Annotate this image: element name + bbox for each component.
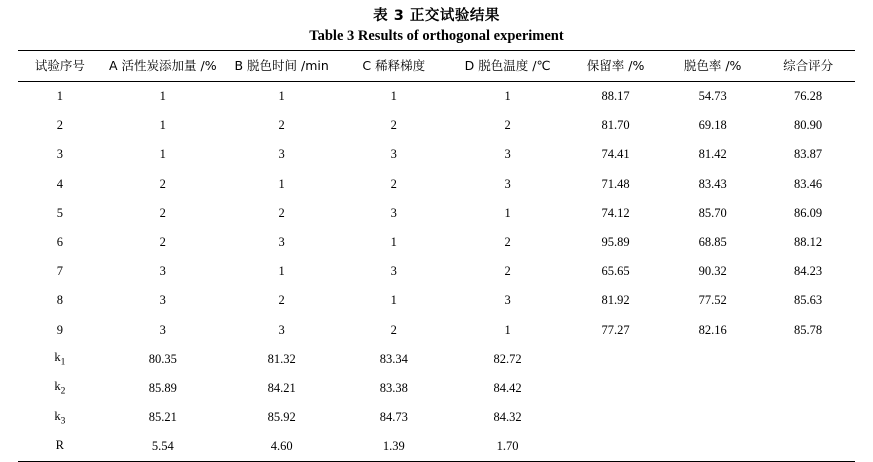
column-header-retention-rate: 保留率 /% [567,51,664,82]
column-header-overall-score: 综合评分 [761,51,855,82]
cell-overall-score: 83.46 [794,176,823,191]
cell-factor-d: 1 [504,89,511,104]
summary-value-b: 81.32 [267,351,296,366]
cell-decolorization-rate: 85.70 [698,205,727,220]
summary-value-c: 1.39 [339,432,448,462]
cell-retention-rate: 81.92 [601,293,630,308]
cell-factor-b: 3 [278,235,285,250]
cell-factor-a: 3 [159,264,166,279]
table-body [18,82,855,462]
cell-factor-c: 1 [390,89,397,104]
cell-retention-rate: 88.17 [601,89,630,104]
table-row [18,228,855,257]
summary-value-b: 4.60 [224,432,340,462]
cell-factor-c: 1 [390,293,397,308]
cell-retention-rate: 95.89 [601,235,630,250]
cell-factor-b: 3 [278,147,285,162]
cell-factor-d: 3 [504,293,511,308]
table-row [18,111,855,140]
summary-empty [567,374,664,403]
cell-factor-a: 3 [159,293,166,308]
summary-value-c: 83.38 [379,380,408,395]
summary-value-c: 83.34 [379,351,408,366]
cell-factor-c: 3 [390,264,397,279]
cell-overall-score: 86.09 [794,205,823,220]
cell-factor-d: 2 [504,264,511,279]
cell-index: 2 [56,118,63,133]
cell-factor-c: 2 [390,118,397,133]
cell-factor-a: 1 [159,147,166,162]
summary-row [18,345,855,374]
cell-retention-rate: 74.12 [601,205,630,220]
summary-value-b: 84.21 [267,380,296,395]
column-header-factor-c: C 稀释梯度 [339,51,448,82]
summary-value-a: 85.89 [148,380,177,395]
cell-overall-score: 76.28 [794,89,823,104]
cell-factor-a: 3 [159,322,166,337]
table-row [18,286,855,315]
summary-label-text: k [54,379,61,394]
summary-row [18,432,855,462]
table-row [18,140,855,169]
cell-overall-score: 85.78 [794,322,823,337]
cell-index: 7 [56,264,63,279]
column-header-factor-d: D 脱色温度 /℃ [448,51,567,82]
table-row [18,82,855,112]
cell-retention-rate: 71.48 [601,176,630,191]
cell-index: 4 [56,176,63,191]
summary-row [18,374,855,403]
cell-decolorization-rate: 77.52 [698,293,727,308]
summary-row [18,403,855,432]
cell-factor-d: 1 [504,205,511,220]
cell-factor-b: 2 [278,205,285,220]
cell-overall-score: 88.12 [794,235,823,250]
summary-empty [664,432,761,462]
summary-empty [567,403,664,432]
column-header-factor-a: A 活性炭添加量 /% [102,51,224,82]
summary-value-b: 85.92 [267,410,296,425]
summary-empty [567,345,664,374]
cell-decolorization-rate: 83.43 [698,176,727,191]
cell-factor-d: 2 [504,118,511,133]
summary-label [18,374,102,403]
summary-empty [761,345,855,374]
summary-empty [664,403,761,432]
table-row [18,199,855,228]
table-title-cn: 表 3 正交试验结果 [373,8,500,24]
cell-index: 6 [56,235,63,250]
summary-label-subscript: 3 [60,416,66,427]
summary-empty [567,432,664,462]
cell-retention-rate: 81.70 [601,118,630,133]
summary-label [18,432,102,462]
column-header-decolorization-rate: 脱色率 /% [664,51,761,82]
table-row [18,170,855,199]
cell-factor-c: 3 [390,205,397,220]
summary-label-text: k [54,408,61,423]
summary-empty [664,345,761,374]
summary-value-d: 82.72 [493,351,522,366]
cell-decolorization-rate: 68.85 [698,235,727,250]
table-title-en: Table 3 Results of orthogonal experiment [309,28,564,44]
cell-factor-d: 3 [504,147,511,162]
cell-factor-b: 2 [278,293,285,308]
cell-factor-c: 2 [390,322,397,337]
summary-value-a: 80.35 [148,351,177,366]
cell-decolorization-rate: 69.18 [698,118,727,133]
summary-value-d: 84.42 [493,380,522,395]
summary-value-a: 5.54 [102,432,224,462]
column-header-index: 试验序号 [18,51,102,82]
cell-factor-c: 3 [390,147,397,162]
summary-empty [664,374,761,403]
summary-empty [761,374,855,403]
cell-decolorization-rate: 90.32 [698,264,727,279]
cell-factor-c: 2 [390,176,397,191]
cell-factor-d: 3 [504,176,511,191]
summary-label [18,403,102,432]
cell-factor-a: 2 [159,176,166,191]
cell-factor-b: 1 [278,264,285,279]
summary-label-subscript: 1 [60,357,66,368]
column-header-factor-b: B 脱色时间 /min [224,51,340,82]
cell-decolorization-rate: 82.16 [698,322,727,337]
summary-label [18,345,102,374]
cell-index: 5 [56,205,63,220]
cell-index: 8 [56,293,63,308]
cell-factor-a: 1 [159,118,166,133]
cell-factor-b: 2 [278,118,285,133]
cell-factor-a: 2 [159,205,166,220]
cell-retention-rate: 77.27 [601,322,630,337]
header-row [18,51,855,82]
summary-value-d: 1.70 [448,432,567,462]
summary-label-subscript: 2 [60,386,66,397]
cell-index: 9 [56,322,63,337]
cell-factor-a: 2 [159,235,166,250]
cell-factor-c: 1 [390,235,397,250]
cell-overall-score: 83.87 [794,147,823,162]
cell-factor-d: 2 [504,235,511,250]
cell-decolorization-rate: 54.73 [698,89,727,104]
cell-factor-b: 1 [278,176,285,191]
table-header [18,51,855,82]
table-row [18,257,855,286]
summary-label-text: k [54,350,61,365]
cell-retention-rate: 65.65 [601,264,630,279]
summary-value-c: 84.73 [379,410,408,425]
summary-label-text: R [55,437,65,452]
summary-value-a: 85.21 [148,410,177,425]
cell-factor-a: 1 [159,89,166,104]
cell-index: 3 [56,147,63,162]
summary-empty [761,432,855,462]
cell-overall-score: 80.90 [794,118,823,133]
cell-factor-d: 1 [504,322,511,337]
cell-index: 1 [56,89,63,104]
cell-factor-b: 3 [278,322,285,337]
table-row [18,316,855,345]
summary-empty [761,403,855,432]
cell-factor-b: 1 [278,89,285,104]
cell-overall-score: 84.23 [794,264,823,279]
orthogonal-experiment-table [18,50,855,462]
cell-overall-score: 85.63 [794,293,823,308]
summary-value-d: 84.32 [493,410,522,425]
cell-decolorization-rate: 81.42 [698,147,727,162]
cell-retention-rate: 74.41 [601,147,630,162]
